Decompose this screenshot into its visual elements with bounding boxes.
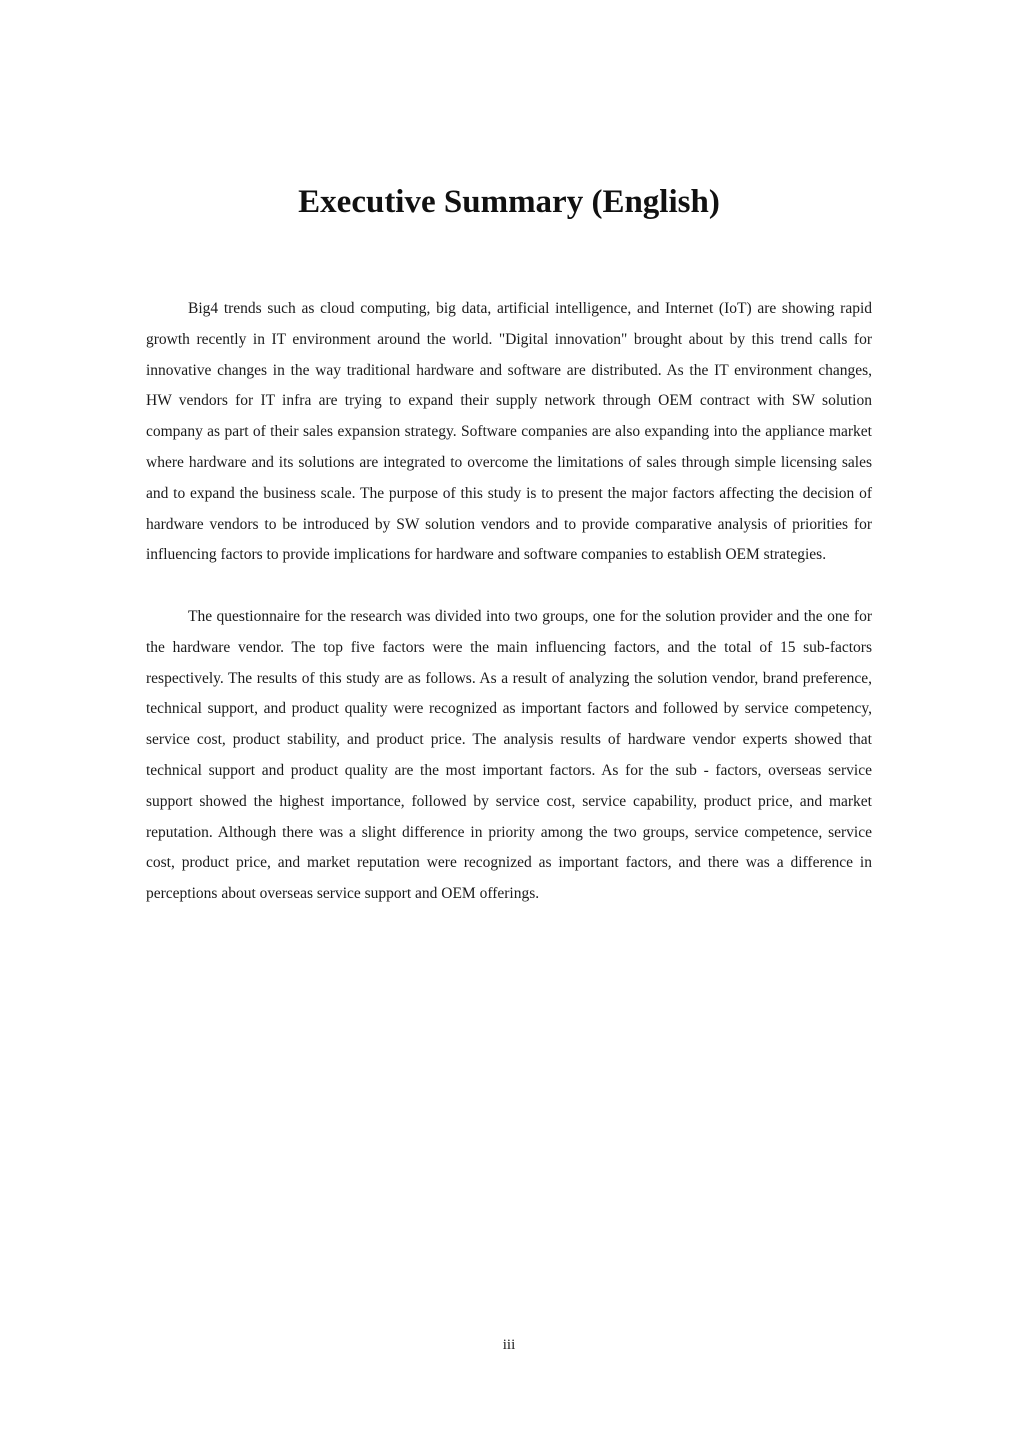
summary-body	[146, 294, 872, 910]
page-title: Executive Summary (English)	[298, 184, 720, 220]
summary-paragraph-1: Big4 trends such as cloud computing, big data, artificial intelligence, and Internet (IoT) are showing rapid growth recently in IT environment around the world. "Digital innovation" brought about by this trend calls for innovative changes in the way traditional hardware and software are distributed. As the IT environment changes, HW vendors for IT infra are trying to expand their supply network through OEM contract with SW solution company as part of their sales expansion strategy. Software companies are also expanding into the appliance market where hardware and its solutions are integrated to overcome the limitations of sales through simple licensing sales and to expand the business scale. The purpose of this study is to present the major factors affecting the decision of hardware vendors to be introduced by SW solution vendors and to provide comparative analysis of priorities for influencing factors to provide implications for hardware and software companies to establish OEM strategies.	[146, 300, 872, 564]
summary-paragraph-2: The questionnaire for the research was divided into two groups, one for the solution provider and the one for the hardware vendor. The top five factors were the main influencing factors, and the total of 15 sub-factors respectively. The results of this study are as follows. As a result of analyzing the solution vendor, brand preference, technical support, and product quality were recognized as important factors and followed by service competency, service cost, product stability, and product price. The analysis results of hardware vendor experts showed that technical support and product quality are the most important factors. As for the sub - factors, overseas service support showed the highest importance, followed by service cost, service capability, product price, and market reputation. Although there was a slight difference in priority among the two groups, service competence, service cost, product price, and market reputation were recognized as important factors, and there was a difference in perceptions about overseas service support and OEM offerings.	[146, 607, 872, 903]
page-number: iii	[502, 1337, 516, 1353]
